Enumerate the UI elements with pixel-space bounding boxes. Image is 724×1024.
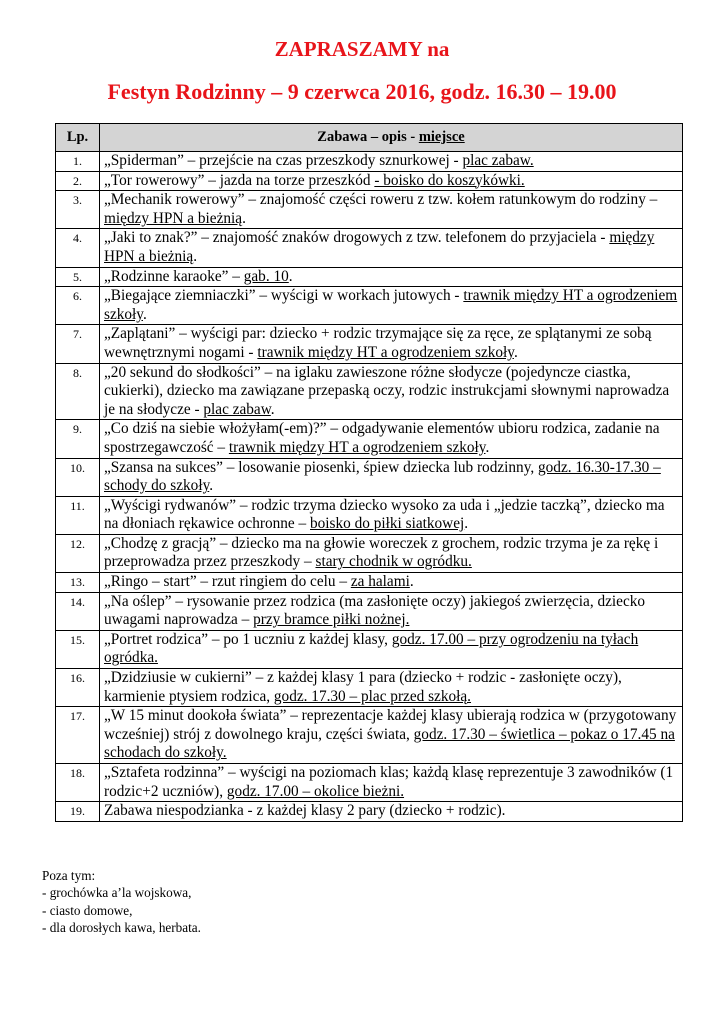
row-description <box>100 764 683 802</box>
activity-tail: . <box>142 305 147 323</box>
row-description <box>100 707 683 764</box>
row-description <box>100 630 683 668</box>
activity-text: „Ringo – start” – rzut ringiem do celu – <box>104 573 351 591</box>
row-number: 11. <box>56 496 100 534</box>
row-number: 8. <box>56 363 100 420</box>
activity-text: „Mechanik rowerowy” – znajomość części roweru z tzw. kołem ratunkowym do rodziny – <box>104 191 658 209</box>
column-header-description-label: Zabawa – opis - <box>317 129 419 145</box>
activity-text: „Spiderman” – przejście na czas przeszkody sznurkowej - <box>104 152 463 169</box>
activity-place: - boisko do koszykówki. <box>374 171 525 189</box>
column-header-description <box>100 124 683 152</box>
extras-section <box>42 867 201 936</box>
table-row <box>56 458 683 496</box>
activity-text: „Portret rodzica” – po 1 uczniu z każdej klasy, <box>104 630 392 648</box>
activity-place: gab. 10 <box>243 267 289 285</box>
activity-place: godz. 16.30-17.30 – schody do szkoły <box>104 458 661 495</box>
activity-tail: . <box>288 267 293 285</box>
activity-tail: . <box>193 247 198 265</box>
activity-tail: . <box>513 343 518 361</box>
table-row <box>56 191 683 229</box>
row-number: 10. <box>56 458 100 496</box>
table-header-row <box>56 124 683 152</box>
row-description <box>100 802 683 822</box>
row-description <box>100 592 683 630</box>
row-description <box>100 325 683 363</box>
activity-text: „Biegające ziemniaczki” – wyścigi w workach jutowych - <box>104 287 464 305</box>
page-title: ZAPRASZAMY na <box>274 37 450 61</box>
table-row <box>56 229 683 267</box>
row-number: 12. <box>56 534 100 572</box>
row-description <box>100 191 683 229</box>
row-number: 16. <box>56 669 100 707</box>
activity-tail: . <box>464 515 469 533</box>
column-header-lp: Lp. <box>56 124 100 152</box>
activity-place: za halami <box>350 573 410 591</box>
activity-text: „Chodzę z gracją” – dziecko ma na głowie woreczek z grochem, rodzic trzyma je za rękę i przeprowadza przez przeszkody – <box>104 534 659 571</box>
row-number: 13. <box>56 573 100 593</box>
activity-text: „Na oślep” – rysowanie przez rodzica (ma zasłonięte oczy) jakiegoś zwierzęcia, dziecko uwagami naprowadza – <box>104 592 646 629</box>
activity-place: trawnik między HT a ogrodzeniem szkoły <box>228 438 486 456</box>
activity-place: trawnik między HT a ogrodzeniem szkoły <box>104 287 678 323</box>
extras-item: - grochówka a’la wojskowa, <box>42 885 192 901</box>
table-row <box>56 420 683 458</box>
row-number: 7. <box>56 325 100 363</box>
row-number: 9. <box>56 420 100 458</box>
row-number: 5. <box>56 267 100 287</box>
row-description <box>100 496 683 534</box>
activity-text: „Tor rowerowy” – jazda na torze przeszkód <box>104 171 375 189</box>
row-description <box>100 267 683 287</box>
extras-item: - dla dorosłych kawa, herbata. <box>42 919 201 935</box>
row-description <box>100 573 683 593</box>
event-subtitle: Festyn Rodzinny – 9 czerwca 2016, godz. 16.30 – 19.00 <box>107 79 617 104</box>
row-number: 1. <box>56 152 100 172</box>
column-header-place-label: miejsce <box>418 129 465 145</box>
activity-text: „Wyścigi rydwanów” – rodzic trzyma dziecko wysoko za uda i „jedzie taczką”, dziecko ma na dłoniach rękawice ochronne – <box>104 496 665 533</box>
row-number: 4. <box>56 229 100 267</box>
activity-place: stary chodnik w ogródku. <box>315 553 472 571</box>
activity-place: boisko do piłki siatkowej <box>310 515 465 533</box>
activity-text: „Sztafeta rodzinna” – wyścigi na poziomach klas; każdą klasę reprezentuje 3 zawodników (1 rodzic+2 uczniów), <box>104 764 674 800</box>
activity-place: plac zabaw. <box>462 152 534 169</box>
activity-place: między HPN a bieżnią <box>104 229 655 265</box>
activity-place: godz. 17.30 – plac przed szkołą. <box>273 687 472 705</box>
table-row <box>56 592 683 630</box>
table-row <box>56 363 683 420</box>
row-number: 6. <box>56 287 100 325</box>
table-row <box>56 669 683 707</box>
table-row <box>56 630 683 668</box>
table-row <box>56 325 683 363</box>
table-row <box>56 534 683 572</box>
activity-place: między HPN a bieżnią <box>104 209 243 227</box>
row-number: 14. <box>56 592 100 630</box>
row-description <box>100 669 683 707</box>
activity-tail: . <box>270 400 275 418</box>
row-number: 19. <box>56 802 100 822</box>
activity-place: plac zabaw <box>203 400 271 418</box>
activity-text: Zabawa niespodzianka - z każdej klasy 2 pary (dziecko + rodzic). <box>104 802 506 820</box>
activity-tail: . <box>485 438 490 456</box>
row-number: 17. <box>56 707 100 764</box>
row-description <box>100 229 683 267</box>
row-description <box>100 287 683 325</box>
activity-place: godz. 17.00 – przy ogrodzeniu na tyłach ogródka. <box>104 630 639 667</box>
activities-table <box>55 123 683 822</box>
row-number: 2. <box>56 171 100 191</box>
table-row <box>56 287 683 325</box>
activity-text: „Zaplątani” – wyścigi par: dziecko + rodzic trzymające się za ręce, ze splątanymi ze sobą wewnętrznymi nogami - <box>104 325 652 361</box>
row-description <box>100 534 683 572</box>
activity-place: przy bramce piłki nożnej. <box>253 611 410 629</box>
activity-text: „W 15 minut dookoła świata” – reprezentacje każdej klasy ubierają rodzica w (przygotowany wcześniej) strój z dowolnego kraju, części świata, <box>104 707 677 743</box>
row-description <box>100 420 683 458</box>
activity-place: godz. 17.00 – okolice bieżni. <box>226 782 405 800</box>
table-row <box>56 764 683 802</box>
activity-text: „Szansa na sukces” – losowanie piosenki, śpiew dziecka lub rodzinny, <box>104 458 538 476</box>
table-row <box>56 152 683 172</box>
table-row <box>56 496 683 534</box>
table-row <box>56 171 683 191</box>
activity-text: „Co dziś na siebie włożyłam(-em)?” – odgadywanie elementów ubioru rodzica, zadanie na spostrzegawczość – <box>104 420 660 456</box>
extras-item: - ciasto domowe, <box>42 902 133 918</box>
table-row <box>56 707 683 764</box>
row-description <box>100 458 683 496</box>
row-number: 18. <box>56 764 100 802</box>
row-description <box>100 363 683 420</box>
activity-text: „20 sekund do słodkości” – na iglaku zawieszone różne słodycze (pojedyncze ciastka, cukierki), dziecko ma zawiązane przepaską oczy, rodzic instrukcjami słownymi naprowadza je na słodycze - <box>104 363 670 418</box>
activity-place: godz. 17.30 – świetlica – pokaz o 17.45 na schodach do szkoły. <box>104 725 675 762</box>
activity-text: „Rodzinne karaoke” – <box>104 267 244 285</box>
activity-text: „Jaki to znak?” – znajomość znaków drogowych z tzw. telefonem do przyjaciela - <box>104 229 610 247</box>
row-description <box>100 171 683 191</box>
row-number: 3. <box>56 191 100 229</box>
activity-tail: . <box>409 573 414 591</box>
row-number: 15. <box>56 630 100 668</box>
table-row <box>56 573 683 593</box>
extras-heading: Poza tym: <box>42 868 96 883</box>
activity-tail: . <box>209 477 214 495</box>
table-row <box>56 802 683 822</box>
activity-text: „Dzidziusie w cukierni” – z każdej klasy 1 para (dziecko + rodzic - zasłonięte oczy), karmienie ptysiem rodzica, <box>104 669 622 705</box>
activity-tail: . <box>242 209 246 227</box>
table-row <box>56 267 683 287</box>
activity-place: trawnik między HT a ogrodzeniem szkoły <box>257 343 514 361</box>
row-description <box>100 152 683 172</box>
